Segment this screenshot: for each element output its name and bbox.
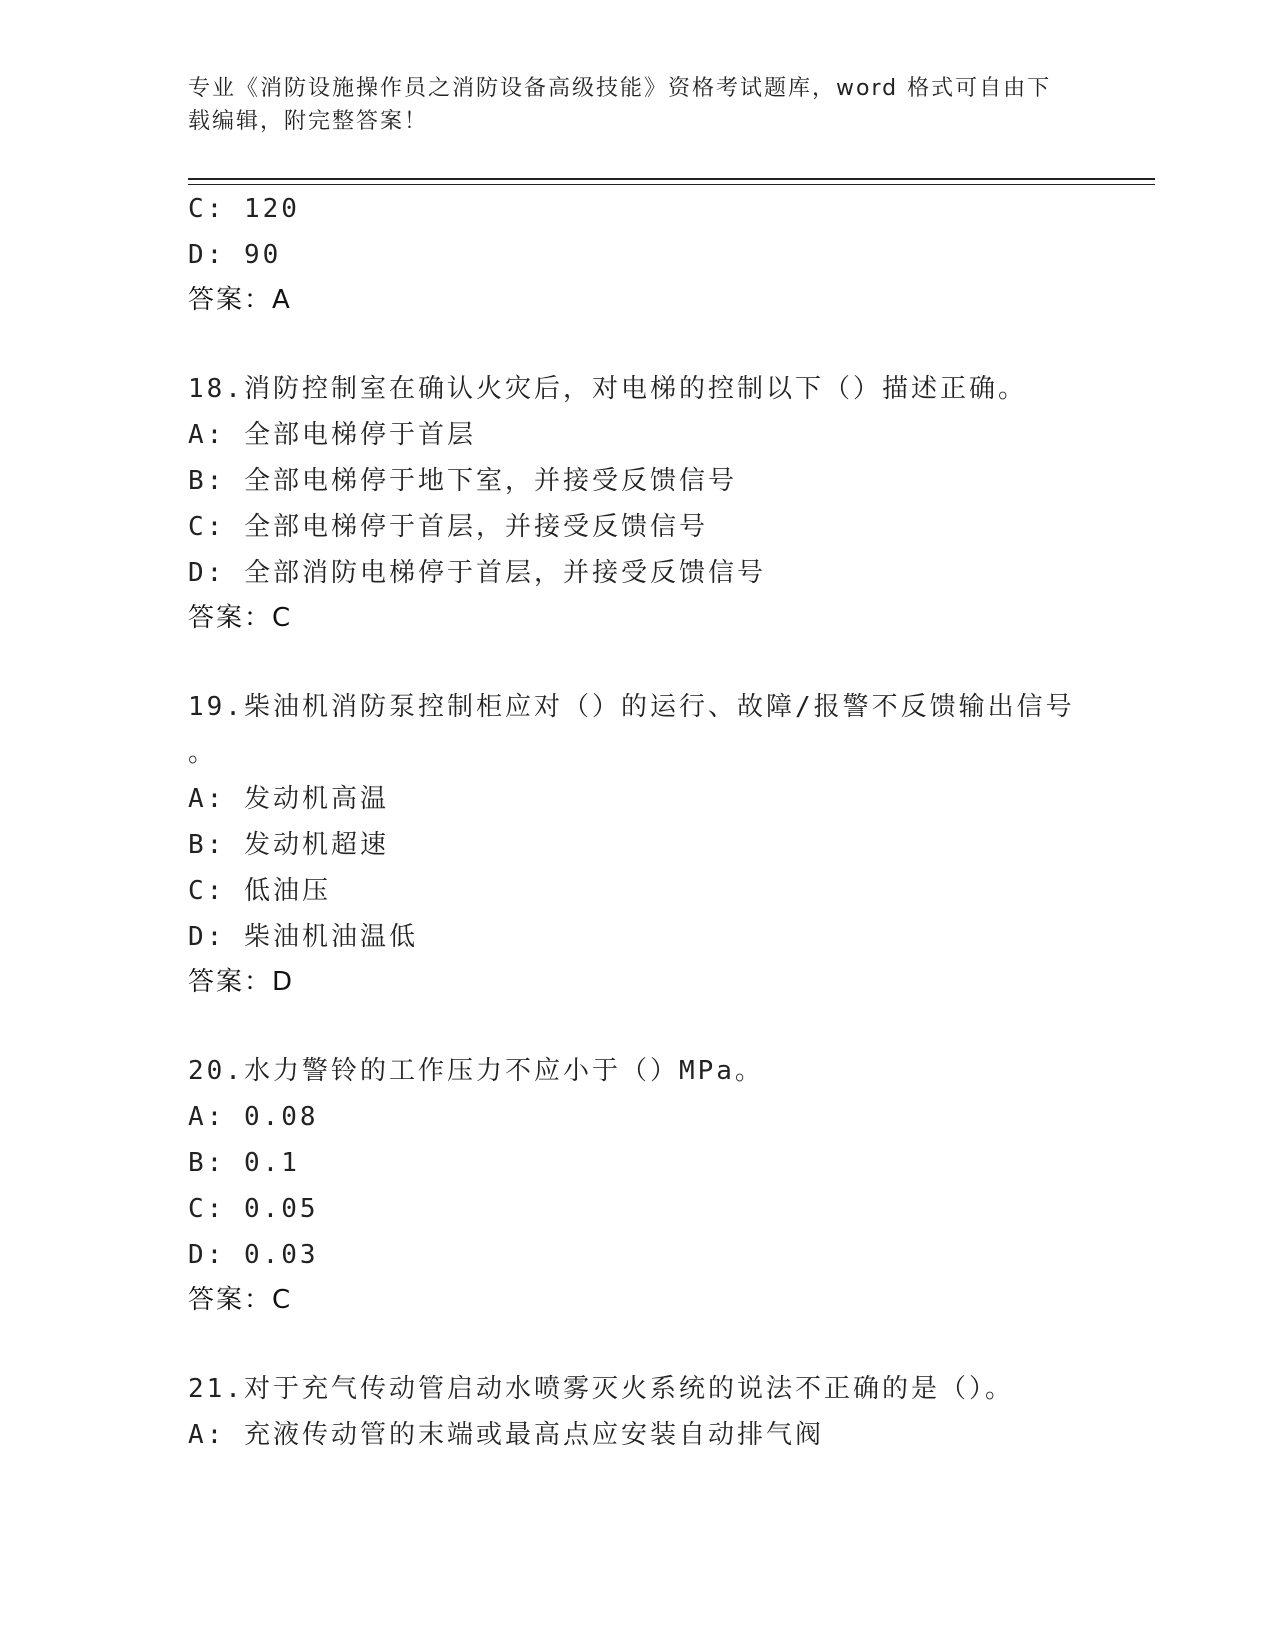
option-d: D: 全部消防电梯停于首层，并接受反馈信号 [188,558,766,588]
option-d: D: 0.03 [188,1240,319,1270]
header-divider-thin [188,184,1155,185]
option-c: C: 全部电梯停于首层，并接受反馈信号 [188,512,708,542]
question-stem: 20.水力警铃的工作压力不应小于（）MPa。 [188,1056,764,1086]
header-line-2: 载编辑，附完整答案！ [188,109,429,134]
answer-label: 答案：C [188,1285,293,1315]
option-b: B: 全部电梯停于地下室，并接受反馈信号 [188,466,737,496]
option-c: C: 0.05 [188,1194,319,1224]
option-a: A: 全部电梯停于首层 [188,420,476,450]
answer-label: 答案：A [188,285,292,315]
option-c: C: 低油压 [188,876,331,906]
question-stem-continuation: 。 [188,738,218,768]
option-a: A: 发动机高温 [188,784,389,814]
question-stem: 18.消防控制室在确认火灾后，对电梯的控制以下（）描述正确。 [188,374,1027,404]
question-stem: 19.柴油机消防泵控制柜应对（）的运行、故障/报警不反馈输出信号 [188,692,1075,722]
option-d: D: 柴油机油温低 [188,922,418,952]
document-header [188,72,1068,138]
answer-label: 答案：C [188,603,293,633]
answer-label: 答案：D [188,967,295,997]
question-stem: 21.对于充气传动管启动水喷雾灭火系统的说法不正确的是（）。 [188,1374,1014,1404]
option-b: B: 发动机超速 [188,830,389,860]
option-b: B: 0.1 [188,1148,300,1178]
option-a: A: 0.08 [188,1102,319,1132]
option-a: A: 充液传动管的末端或最高点应安装自动排气阀 [188,1420,824,1450]
header-divider-thick [188,178,1155,180]
header-line-1: 专业《消防设施操作员之消防设备高级技能》资格考试题库，word 格式可自由下 [188,76,1052,101]
question-list [188,186,1088,1458]
option-d: D: 90 [188,240,282,270]
option-c: C: 120 [188,194,300,224]
